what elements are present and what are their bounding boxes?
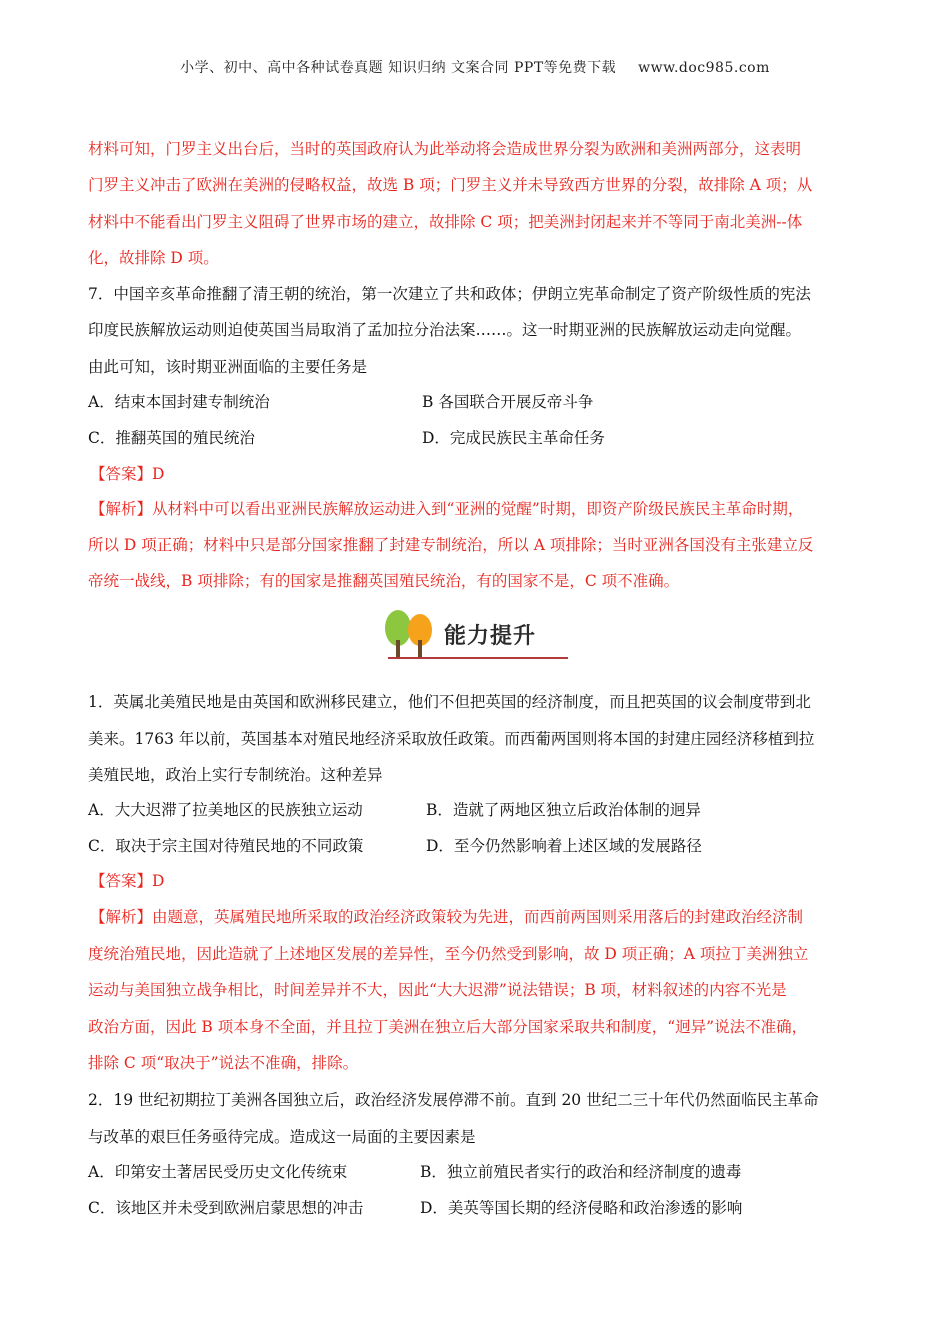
analysis-line: 【解析】由题意，英属殖民地所采取的政治经济政策较为先进，而西前两国则采用落后的封建政治经济制 xyxy=(90,908,804,926)
tree-icon xyxy=(378,606,448,662)
question-stem: 由此可知，该时期亚洲面临的主要任务是 xyxy=(88,358,368,376)
analysis-line: 材料可知，门罗主义出台后，当时的英国政府认为此举动将会造成世界分裂为欧洲和美洲两部分，这表明 xyxy=(88,140,802,158)
banner-underline xyxy=(388,657,568,659)
option-a: A．结束本国封建专制统治 xyxy=(88,393,270,411)
answer-line: 【答案】D xyxy=(90,465,165,483)
analysis-line: 运动与美国独立战争相比，时间差异并不大，因此“大大迟滞”说法错误；B 项，材料叙述的内容不光是 xyxy=(88,981,787,999)
question-stem: 1．英属北美殖民地是由英国和欧洲移民建立，他们不但把英国的经济制度，而且把英国的议会制度带到北 xyxy=(88,693,811,711)
option-b: B 各国联合开展反帝斗争 xyxy=(422,393,594,411)
analysis-line: 材料中不能看出门罗主义阻碍了世界市场的建立，故排除 C 项；把美洲封闭起来并不等同于南北美洲--体 xyxy=(88,213,803,231)
page-header xyxy=(0,57,950,77)
question-stem: 7．中国辛亥革命推翻了清王朝的统治，第一次建立了共和政体；伊朗立宪革命制定了资产阶级性质的宪法 xyxy=(88,285,811,303)
option-d: D．至今仍然影响着上述区域的发展路径 xyxy=(426,837,702,855)
section-title: 能力提升 xyxy=(444,624,537,649)
option-a: A．大大迟滞了拉美地区的民族独立运动 xyxy=(88,801,363,819)
analysis-line: 门罗主义冲击了欧洲在美洲的侵略权益，故选 B 项；门罗主义并未导致西方世界的分裂，故排除 A 项；从 xyxy=(88,176,813,194)
option-d: D．美英等国长期的经济侵略和政治渗透的影响 xyxy=(420,1199,743,1217)
option-c: C．取决于宗主国对待殖民地的不同政策 xyxy=(88,837,364,855)
header-url[interactable]: www.doc985.com xyxy=(638,60,770,76)
analysis-line: 度统治殖民地，因此造就了上述地区发展的差异性，至今仍然受到影响，故 D 项正确；A 项拉丁美洲独立 xyxy=(88,945,809,963)
header-text: 小学、初中、高中各种试卷真题 知识归纳 文案合同 PPT等免费下载 xyxy=(180,60,617,76)
analysis-line: 【解析】从材料中可以看出亚洲民族解放运动进入到“亚洲的觉醒”时期，即资产阶级民族民主革命时期， xyxy=(90,500,804,518)
analysis-line: 化，故排除 D 项。 xyxy=(88,249,219,267)
analysis-line: 政治方面，因此 B 项本身不全面，并且拉丁美洲在独立后大部分国家采取共和制度，“迥异”说法不准确， xyxy=(88,1018,808,1036)
option-b: B．造就了两地区独立后政治体制的迥异 xyxy=(426,801,701,819)
option-a: A．印第安土著居民受历史文化传统束 xyxy=(88,1163,348,1181)
option-d: D．完成民族民主革命任务 xyxy=(422,429,605,447)
analysis-line: 帝统一战线，B 项排除；有的国家是推翻英国殖民统治，有的国家不是，C 项不准确。 xyxy=(88,572,680,590)
question-stem: 印度民族解放运动则迫使英国当局取消了孟加拉分治法案……。这一时期亚洲的民族解放运动走向觉醒。 xyxy=(88,321,802,339)
question-stem: 与改革的艰巨任务亟待完成。造成这一局面的主要因素是 xyxy=(88,1128,476,1146)
question-stem: 美来。1763 年以前，英国基本对殖民地经济采取放任政策。而西葡两国则将本国的封建庄园经济移植到拉 xyxy=(88,730,815,748)
answer-line: 【答案】D xyxy=(90,872,165,890)
option-b: B．独立前殖民者实行的政治和经济制度的遗毒 xyxy=(420,1163,742,1181)
option-c: C．推翻英国的殖民统治 xyxy=(88,429,255,447)
question-stem: 美殖民地，政治上实行专制统治。这种差异 xyxy=(88,766,383,784)
analysis-line: 所以 D 项正确；材料中只是部分国家推翻了封建专制统治，所以 A 项排除；当时亚洲各国没有主张建立反 xyxy=(88,536,814,554)
option-c: C．该地区并未受到欧洲启蒙思想的冲击 xyxy=(88,1199,364,1217)
question-stem: 2．19 世纪初期拉丁美洲各国独立后，政治经济发展停滞不前。直到 20 世纪二三十年代仍然面临民主革命 xyxy=(88,1091,819,1109)
analysis-line: 排除 C 项“取决于”说法不准确，排除。 xyxy=(88,1054,359,1072)
